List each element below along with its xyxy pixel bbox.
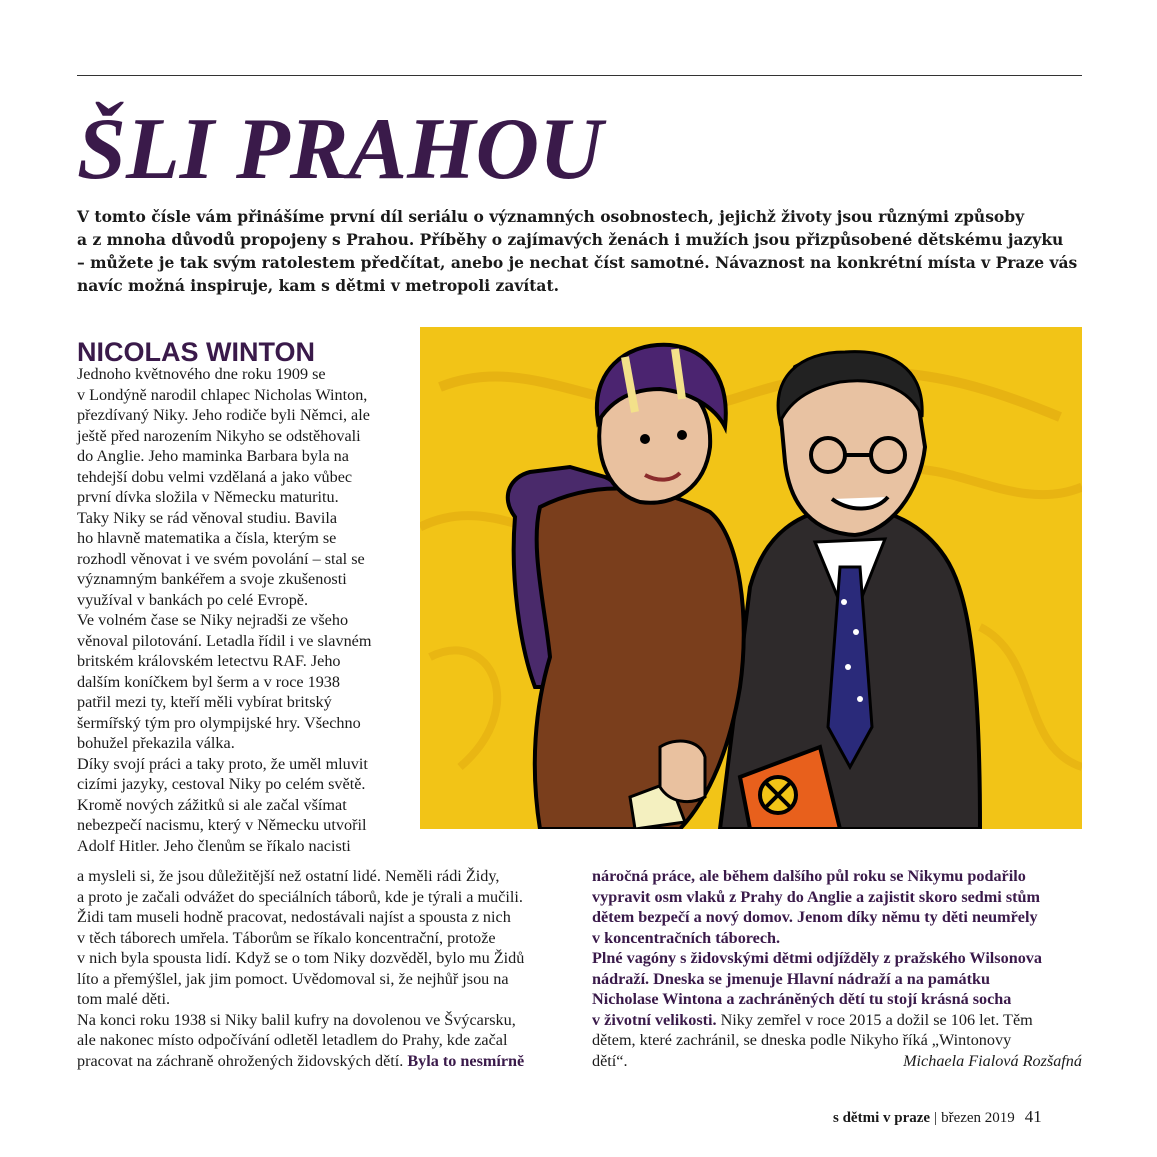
text-line: Jednoho květnového dne roku 1909 se [77,365,326,383]
text-line: Díky svojí práci a taky proto, že uměl mluvit [77,754,368,773]
page-number: 41 [1024,1107,1042,1126]
text-line: tehdejší dobu velmi vzdělaná a jako vůbec [77,467,353,486]
highlighted-line: Nicholase Wintona a zachráněných dětí tu stojí krásná socha [592,990,1012,1008]
text-line: ještě před narozením Nikyho se odstěhovali [77,426,361,445]
magazine-name: s dětmi v praze [833,1110,931,1126]
intro-paragraph [77,205,1082,297]
text-line: šermířský tým pro olympijské hry. Všechno [77,713,361,732]
text-line [77,1051,577,1072]
intro-line: – můžete je tak svým ratolestem předčítat, anebo je nechat číst samotné. Návaznost na konkrétní místa v Praze vás [77,253,1078,272]
text-line: Židi tam museli hodně pracovat, nedostávali najíst a spousta z nich [77,908,511,926]
intro-line: V tomto čísle vám přinášíme první díl seriálu o významných osobnostech, jejichž životy jsou různými způsoby [77,207,1025,226]
text-line: Ve volném čase se Niky nejradši ze všeho [77,611,349,629]
text-line: nebezpečí nacismu, který v Německu utvořil [77,816,367,834]
page-title: ŠLI PRAHOU [77,101,603,198]
article-column-left [77,364,407,856]
text-line: Kromě nových zážitků si ale začal všímat [77,795,347,814]
text-line: tom malé děti. [77,990,171,1008]
text-line: rozhodl věnovat i ve svém povolání – stal se [77,549,365,568]
text-line: dalším koníčkem byl šerm a v roce 1938 [77,672,340,691]
intro-line: navíc možná inspiruje, kam s dětmi v metropoli zavítat. [77,276,560,295]
highlighted-line: v koncentračních táborech. [592,928,781,947]
text-line: významným bankéřem a svoje zkušenosti [77,570,347,588]
text-line: ale nakonec místo odpočívání odletěl letadlem do Prahy, kde začal [77,1031,508,1049]
text-line: bohužel překazila válka. [77,734,235,752]
text-line: Na konci roku 1938 si Niky balil kufry na dovolenou ve Švýcarsku, [77,1010,516,1029]
text-line: využíval v bankách po celé Evropě. [77,590,309,609]
text-line: v nich byla spousta lidí. Když se o tom Niky dozvěděl, bylo mu Židů [77,949,525,967]
text-line [592,1010,1082,1031]
article-column-bottom-left [77,866,577,1071]
text-line: Taky Niky se rád věnoval studiu. Bavila [77,508,338,527]
text-line: cizími jazyky, cestoval Niky po celém světě. [77,775,366,793]
text-line: první dívka složila v Německu maturitu. [77,488,339,506]
text-line: a proto je začali odvážet do speciálních táborů, kde je týrali a mučili. [77,887,523,906]
text-line: ho hlavně matematika a čísla, kterým se [77,529,337,547]
highlighted-text: Byla to nesmírně [407,1051,525,1070]
highlighted-line: vypravit osm vlaků z Prahy do Anglie a zajistit skoro sedmi stům [592,887,1041,906]
highlighted-line: Plné vagóny s židovskými dětmi odjížděly z pražského Wilsonova [592,949,1042,967]
text-line: patřil mezi ty, kteří měli vybírat britský [77,693,332,711]
text-line: v Londýně narodil chlapec Nicholas Winton, [77,385,368,404]
highlighted-line: nádraží. Dneska se jmenuje Hlavní nádraží a na památku [592,969,990,988]
text-run: Niky zemřel v roce 2015 a dožil se 106 let. Těm [716,1010,1033,1029]
text-line: dětem, které zachránil, se dneska podle Nikyho říká „Wintonovy [592,1031,1012,1049]
issue-date: březen 2019 [941,1110,1015,1126]
text-line [592,1051,1082,1072]
text-line: přezdívaný Niky. Jeho rodiče byli Němci, ale [77,406,370,424]
article-column-bottom-right [592,866,1082,1071]
text-line: britském královském letectvu RAF. Jeho [77,652,341,670]
text-line: do Anglie. Jeho maminka Barbara byla na [77,447,349,465]
text-run: dětí“. [592,1051,628,1070]
author-signature: Michaela Fialová Rozšafná [903,1051,1082,1070]
text-line: a mysleli si, že jsou důležitější než ostatní lidé. Neměli rádi Židy, [77,867,500,885]
text-line: v těch táborech umřela. Táborům se říkalo koncentrační, protože [77,928,496,947]
portrait-illustration [420,327,1082,829]
text-run: pracovat na záchraně ohrožených židovských dětí. [77,1051,408,1070]
article-heading: NICOLAS WINTON [77,337,315,367]
intro-line: a z mnoha důvodů propojeny s Prahou. Příběhy o zajímavých ženách i mužích jsou přizpůsobené dětskému jazyku [77,230,1064,249]
text-line: věnoval pilotování. Letadla řídil i ve slavném [77,631,372,650]
highlighted-text: v životní velikosti. [592,1010,717,1029]
text-line: Adolf Hitler. Jeho členům se říkalo nacisti [77,836,351,855]
highlighted-line: náročná práce, ale během dalšího půl roku se Nikymu podařilo [592,867,1026,885]
footer-separator: | [934,1110,938,1126]
page-footer [833,1107,1042,1128]
highlighted-line: dětem bezpečí a nový domov. Jenom díky němu ty děti neumřely [592,908,1038,926]
top-rule [77,75,1082,76]
text-line: líto a přemýšlel, jak jim pomoct. Uvědomoval si, že nejhůř jsou na [77,969,509,988]
